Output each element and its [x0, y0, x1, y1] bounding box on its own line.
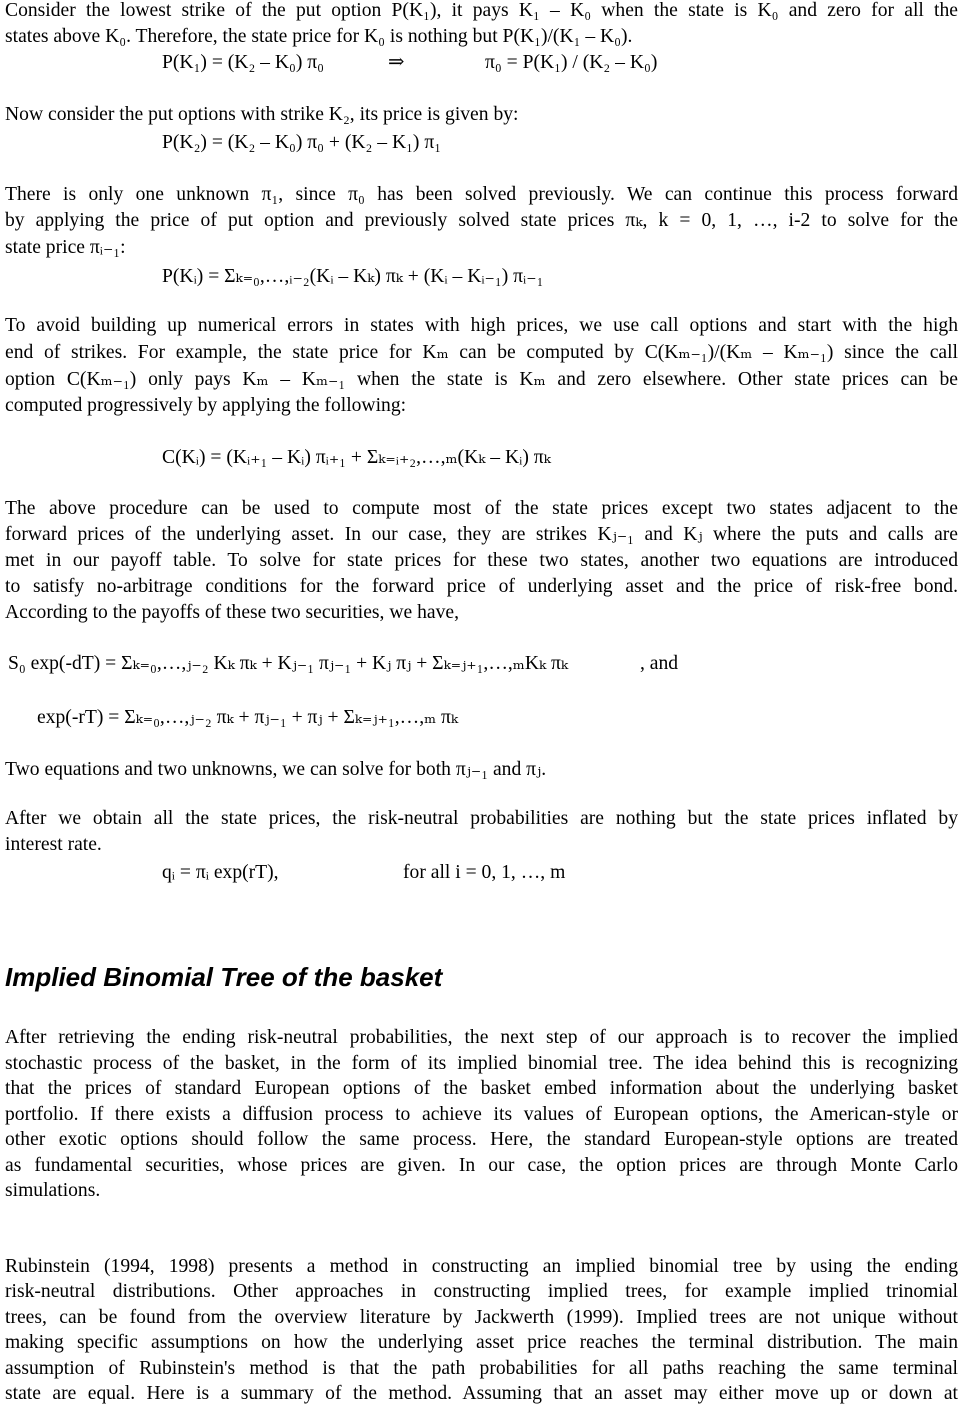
- equation-bond-price: exp(-rT) = Σₖ₌₀,…,ⱼ₋₂ πₖ + πⱼ₋₁ + πⱼ + Σₖ₌ⱼ₊₁,…,ₘ πₖ: [37, 707, 459, 728]
- text-line: other exotic options should follow the same process. Here, the standard European-style options are treated: [5, 1129, 958, 1150]
- text-line: After retrieving the ending risk-neutral probabilities, the next step of our approach is to recover the implied: [5, 1027, 958, 1048]
- text-line: state are equal. Here is a summary of the method. Assuming that an asset may either move up or down at: [5, 1383, 958, 1404]
- text-line: portfolio. If there exists a diffusion process to achieve its values of European options, the American-style or: [5, 1104, 958, 1125]
- text-line: Two equations and two unknowns, we can solve for both πⱼ₋₁ and πⱼ.: [5, 759, 547, 780]
- implies-arrow: ⇒: [388, 52, 405, 73]
- text-line: There is only one unknown π₁, since π₀ has been solved previously. We can continue this process forward: [5, 184, 958, 205]
- text-line: Rubinstein (1994, 1998) presents a method in constructing an implied binomial tree by using the ending: [5, 1256, 958, 1277]
- equation-put-k1: P(K₁) = (K₂ – K₀) π₀: [162, 52, 325, 73]
- text-line: computed progressively by applying the following:: [5, 395, 407, 416]
- text-line: simulations.: [5, 1180, 101, 1201]
- equation-put-ki: P(Kᵢ) = Σₖ₌₀,…,ᵢ₋₂(Kᵢ – Kₖ) πₖ + (Kᵢ – Kᵢ₋₁) πᵢ₋₁: [162, 266, 544, 287]
- equation-and: , and: [640, 653, 679, 674]
- text-line: stochastic process of the basket, in the form of its implied binomial tree. The idea behind this is recognizing: [5, 1053, 958, 1074]
- text-line: trees, can be found from the overview literature by Jackwerth (1999). Implied trees are not unique without: [5, 1307, 958, 1328]
- equation-risk-neutral-prob: qᵢ = πᵢ exp(rT),: [162, 862, 279, 883]
- text-line: states above K₀. Therefore, the state price for K₀ is nothing but P(K₁)/(K₁ – K₀).: [5, 26, 633, 47]
- text-line: making specific assumptions on how the underlying asset price reaches the terminal distribution. The main: [5, 1332, 958, 1353]
- text-line: According to the payoffs of these two securities, we have,: [5, 602, 459, 623]
- text-line: risk-neutral distributions. Other approaches in constructing implied trees, for example implied trinomial: [5, 1281, 958, 1302]
- section-heading: Implied Binomial Tree of the basket: [5, 962, 443, 992]
- equation-range: for all i = 0, 1, …, m: [403, 862, 566, 883]
- text-line: The above procedure can be used to compute most of the state prices except two states adjacent to the: [5, 498, 958, 519]
- equation-call-ki: C(Kᵢ) = (Kᵢ₊₁ – Kᵢ) πᵢ₊₁ + Σₖ₌ᵢ₊₂,…,ₘ(Kₖ – Kᵢ) πₖ: [162, 447, 551, 468]
- text-line: state price πᵢ₋₁:: [5, 237, 126, 258]
- text-line: assumption of Rubinstein's method is that the path probabilities for all paths reaching the same terminal: [5, 1358, 958, 1379]
- text-line: option C(Kₘ₋₁) only pays Kₘ – Kₘ₋₁ when the state is Kₘ and zero elsewhere. Other state prices can be: [5, 369, 958, 390]
- text-line: forward prices of the underlying asset. In our case, they are strikes Kⱼ₋₁ and Kⱼ where the puts and calls are: [5, 524, 958, 545]
- text-line: to satisfy no-arbitrage conditions for the forward price of underlying asset and the price of risk-free bond.: [5, 576, 958, 597]
- text-line: that the prices of standard European options of the basket embed information about the underlying basket: [5, 1078, 958, 1099]
- equation-pi0: π₀ = P(K₁) / (K₂ – K₀): [485, 52, 658, 73]
- text-line: met in our payoff table. To solve for state prices for these two states, another two equations are introduced: [5, 550, 958, 571]
- equation-forward-price: S₀ exp(-dT) = Σₖ₌₀,…,ⱼ₋₂ Kₖ πₖ + Kⱼ₋₁ πⱼ₋₁ + Kⱼ πⱼ + Σₖ₌ⱼ₊₁,…,ₘKₖ πₖ: [8, 653, 569, 674]
- text-line: After we obtain all the state prices, the risk-neutral probabilities are nothing but the state prices inflated by: [5, 808, 958, 829]
- text-line: Consider the lowest strike of the put option P(K₁), it pays K₁ – K₀ when the state is K₀ and zero for all the: [5, 0, 958, 21]
- equation-put-k2: P(K₂) = (K₂ – K₀) π₀ + (K₂ – K₁) π₁: [162, 132, 442, 153]
- text-line: To avoid building up numerical errors in states with high prices, we use call options and start with the high: [5, 315, 958, 336]
- text-line: as fundamental securities, whose prices are given. In our case, the option prices are through Monte Carlo: [5, 1155, 958, 1176]
- text-line: end of strikes. For example, the state price for Kₘ can be computed by C(Kₘ₋₁)/(Kₘ – Kₘ₋₁) since the call: [5, 342, 958, 363]
- text-line: by applying the price of put option and previously solved state prices πₖ, k = 0, 1, …, i-2 to solve for the: [5, 210, 958, 231]
- text-line: interest rate.: [5, 834, 102, 855]
- text-line: Now consider the put options with strike K₂, its price is given by:: [5, 104, 519, 125]
